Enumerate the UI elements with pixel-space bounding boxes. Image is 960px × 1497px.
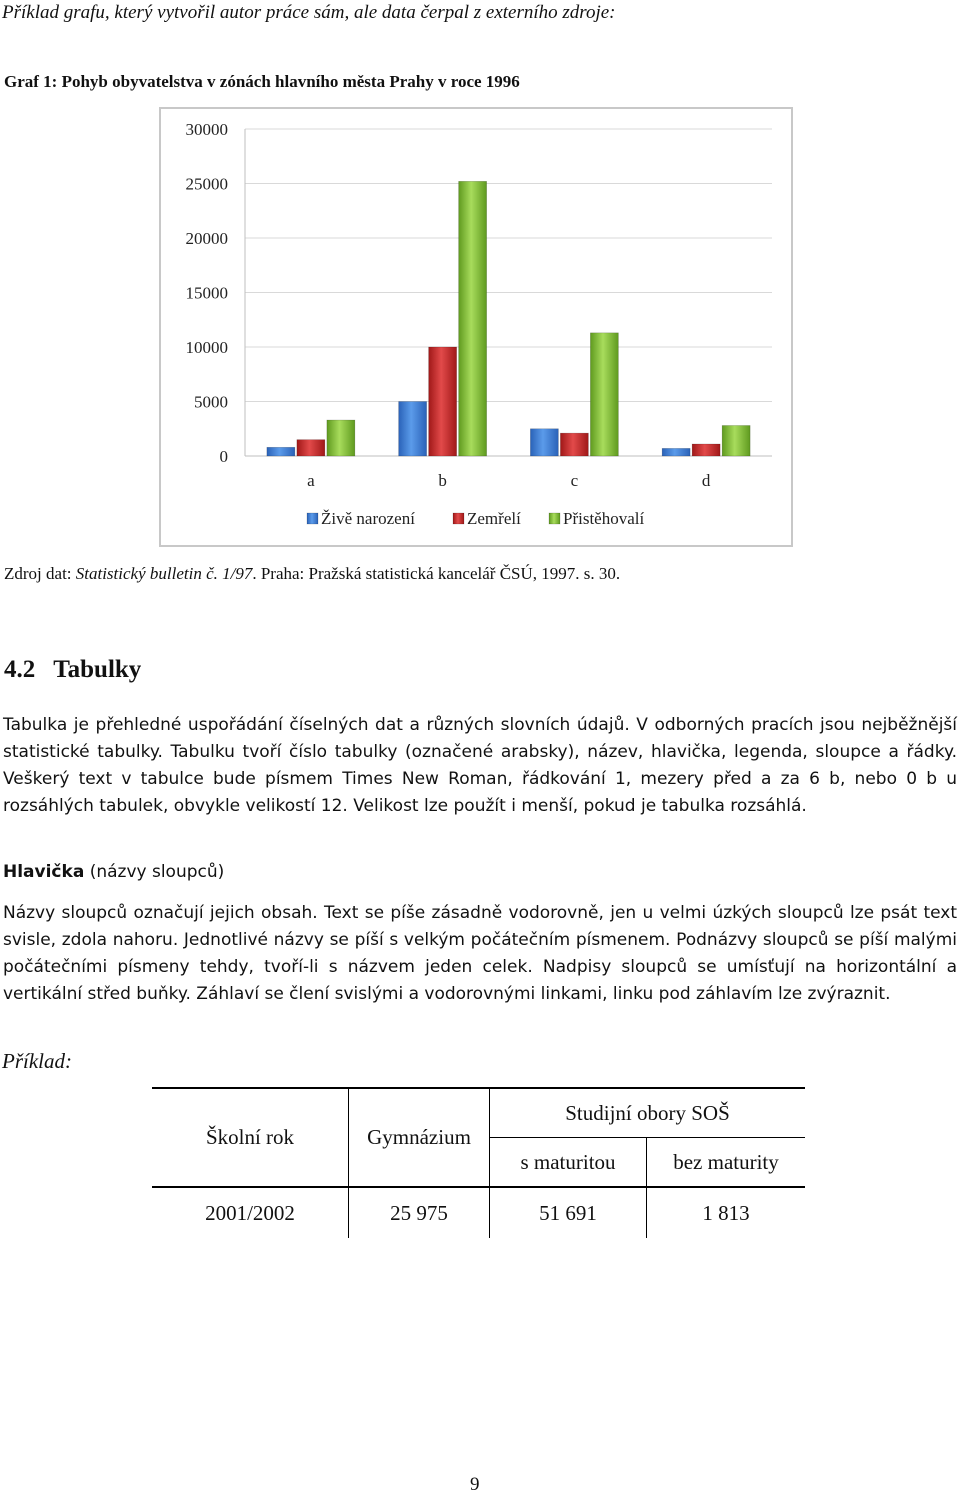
y-tick-label: 30000 [185, 120, 228, 139]
y-tick-label: 25000 [185, 174, 228, 194]
bar-chart [0, 100, 960, 555]
bar-a-deaths [297, 440, 325, 456]
legend-label: Zemřelí [467, 509, 521, 528]
bar-c-immigrants [590, 333, 618, 456]
header-gymnazium: Gymnázium [349, 1088, 490, 1187]
bar-c-births [530, 429, 558, 456]
header-sos-group: Studijní obory SOŠ [490, 1088, 806, 1138]
bar-a-immigrants [327, 420, 355, 456]
legend-label: Živě narození [321, 509, 415, 528]
y-tick-label: 20000 [185, 229, 228, 248]
x-tick-label: c [570, 471, 579, 490]
y-tick-label: 0 [219, 447, 228, 466]
legend-swatch [549, 513, 560, 524]
cell-year: 2001/2002 [152, 1187, 349, 1238]
subheader-with-maturita: s maturitou [490, 1138, 647, 1188]
example-table [152, 1087, 805, 1238]
section-title: Tabulky [53, 656, 142, 683]
y-tick-label: 10000 [185, 338, 228, 357]
bar-b-deaths [429, 347, 457, 456]
graph-title: Graf 1: Pohyb obyvatelstva v zónách hlavního města Prahy v roce 1996 [4, 72, 520, 91]
section-heading [4, 656, 141, 684]
subheading-bold: Hlavička [3, 862, 85, 882]
y-tick-label: 15000 [185, 283, 228, 303]
source-suffix: . Praha: Pražská statistická kancelář ČSÚ, 1997. s. 30. [252, 564, 621, 583]
x-tick-label: a [307, 471, 315, 490]
source-prefix: Zdroj dat: [4, 564, 76, 583]
bar-d-immigrants [722, 425, 750, 456]
cell-gymnazium: 25 975 [349, 1187, 490, 1238]
subheading-header [3, 862, 224, 882]
legend-swatch [307, 513, 318, 524]
bar-c-deaths [560, 433, 588, 456]
bar-a-births [267, 447, 295, 456]
x-tick-label: d [701, 471, 711, 490]
subheading-rest: (názvy sloupců) [84, 862, 225, 882]
bar-d-births [662, 448, 690, 456]
cell-with-maturita: 51 691 [490, 1187, 647, 1238]
section-number: 4.2 [4, 656, 36, 683]
bar-d-deaths [692, 444, 720, 456]
legend-swatch [453, 513, 464, 524]
paragraph-tables-intro: Tabulka je přehledné uspořádání číselných dat a různých slovních údajů. V odborných pracích jsou nejběžnější statistické tabulky. Tabulku tvoří číslo tabulky (označené arabsky), název, hlavička, legenda, sloupce a řádky. Veškerý text v tabulce bude písmem Times New Roman, řádkování 1, mezery před a za 6 b, nebo 0 b u rozsáhlých tabulek, obvykle velikostí 12. Velikost lze použít i menší, pokud je tabulka rozsáhlá. [3, 715, 957, 816]
intro-text: Příklad grafu, který vytvořil autor práce sám, ale data čerpal z externího zdroje: [2, 2, 616, 23]
paragraph-header-rules: Názvy sloupců označují jejich obsah. Text se píše zásadně vodorovně, jen u velmi úzkých sloupců lze psát text svisle, zdola nahoru. Jednotlivé názvy se píší s velkým počátečním písmenem. Podnázvy sloupců se píší malými počátečními písmeny tehdy, tvoří-li s názvem jeden celek. Nadpisy sloupců se umísťují na horizontální a vertikální střed buňky. Záhlaví se člení svislými a vodorovnými linkami, linku pod záhlavím lze zvýraznit. [3, 903, 957, 1004]
bar-b-immigrants [459, 181, 487, 456]
bar-b-births [399, 402, 427, 457]
page-number: 9 [470, 1474, 480, 1495]
y-tick-label: 5000 [194, 392, 228, 412]
source-line [4, 564, 620, 584]
legend-label: Přistěhovalí [563, 509, 645, 528]
header-school-year: Školní rok [152, 1088, 349, 1187]
cell-without-maturita: 1 813 [702, 1200, 750, 1225]
subheader-without-maturita: bez maturity [647, 1138, 806, 1188]
x-tick-label: b [438, 471, 447, 490]
source-title: Statistický bulletin č. 1/97 [75, 564, 253, 583]
example-label: Příklad: [2, 1049, 72, 1073]
